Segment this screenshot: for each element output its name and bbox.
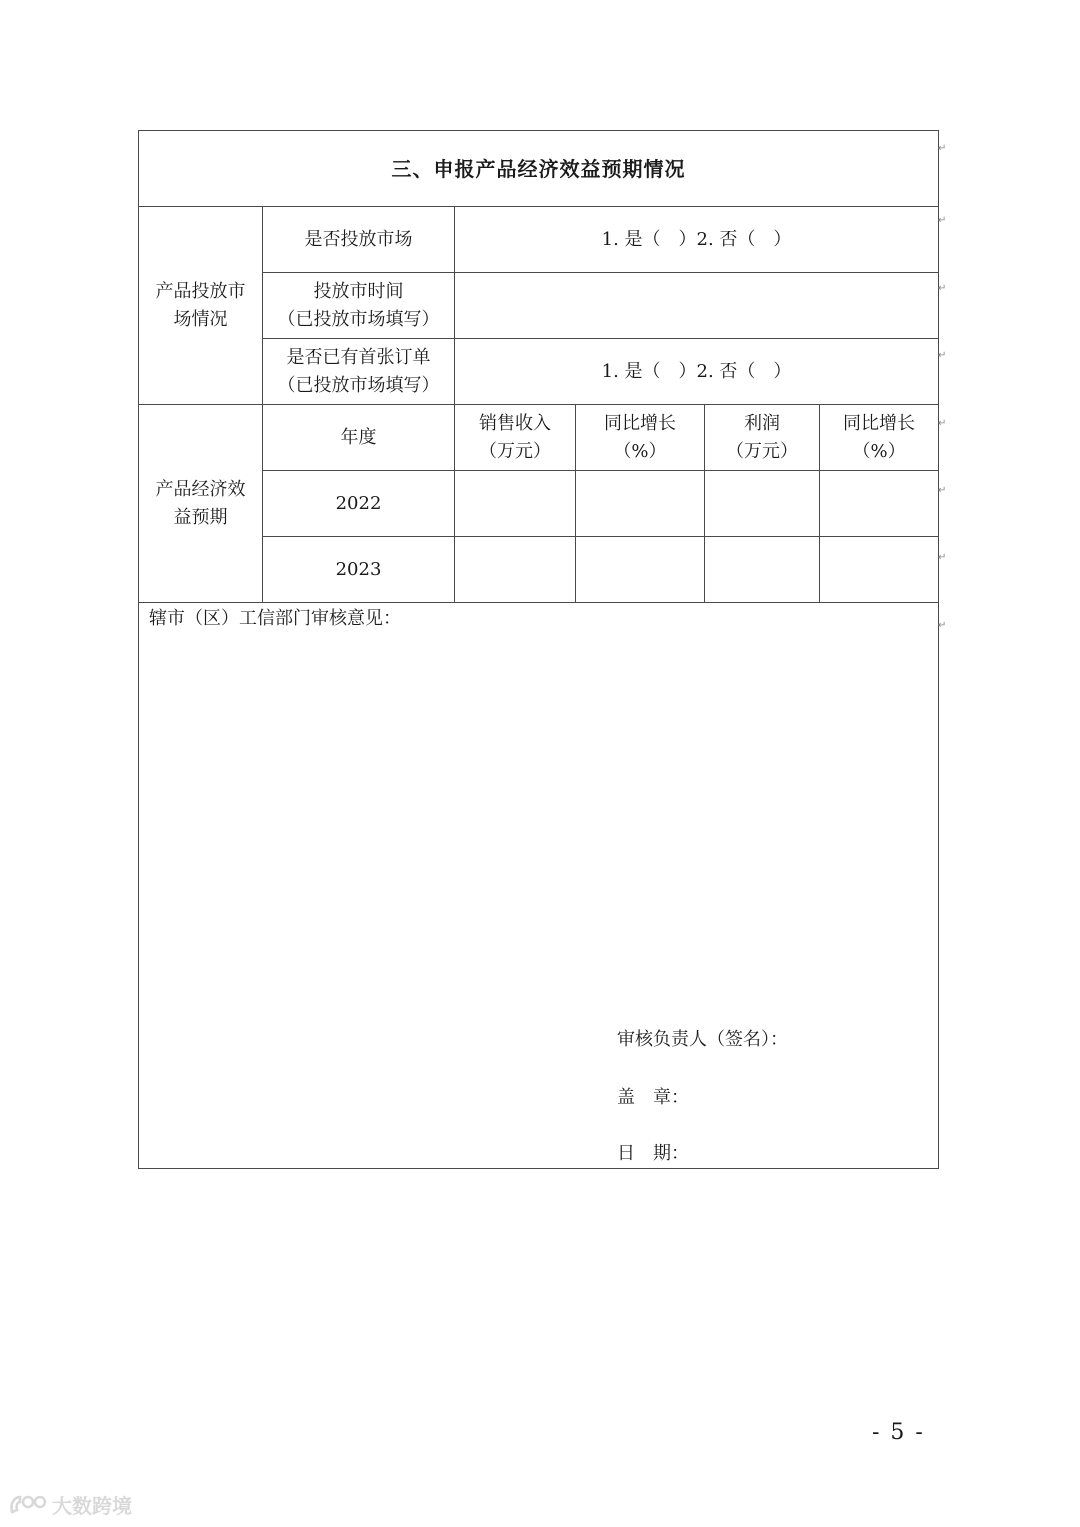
sales-cell[interactable] <box>455 537 576 603</box>
header-sales: 销售收入 （万元） <box>455 405 576 471</box>
launch-time-label: 投放市时间 （已投放市场填写） <box>263 273 455 339</box>
form-title: 三、申报产品经济效益预期情况 <box>139 131 939 207</box>
paragraph-mark-icon: ↵ <box>938 485 947 496</box>
review-opinion-box[interactable] <box>139 603 939 1169</box>
forecast-group-label: 产品经济效 益预期 <box>139 405 263 603</box>
header-sales-growth: 同比增长 （%） <box>576 405 705 471</box>
profit-growth-cell[interactable] <box>820 471 939 537</box>
first-order-label: 是否已有首张订单 （已投放市场填写） <box>263 339 455 405</box>
sales-growth-cell[interactable] <box>576 471 705 537</box>
profit-cell[interactable] <box>705 537 820 603</box>
form-table <box>138 130 939 1169</box>
header-year: 年度 <box>263 405 455 471</box>
first-order-choice[interactable]: 1. 是（ ）2. 否（ ） <box>455 339 939 405</box>
paragraph-mark-icon: ↵ <box>938 350 947 361</box>
review-opinion-label: 辖市（区）工信部门审核意见： <box>149 608 401 629</box>
paragraph-mark-icon: ↵ <box>938 552 947 563</box>
watermark-logo-icon <box>8 1492 48 1518</box>
sales-growth-cell[interactable] <box>576 537 705 603</box>
seal-label: 盖 章： <box>617 1087 689 1108</box>
launch-time-field[interactable] <box>455 273 939 339</box>
profit-cell[interactable] <box>705 471 820 537</box>
date-label: 日 期： <box>617 1143 689 1164</box>
paragraph-mark-icon: ↵ <box>938 215 947 226</box>
paragraph-mark-icon: ↵ <box>938 283 947 294</box>
paragraph-mark-icon: ↵ <box>938 418 947 429</box>
profit-growth-cell[interactable] <box>820 537 939 603</box>
watermark-text: 大数跨境 <box>52 1494 132 1518</box>
page-number: - 5 - <box>872 1420 925 1445</box>
market-launch-choice[interactable]: 1. 是（ ）2. 否（ ） <box>455 207 939 273</box>
paragraph-mark-icon: ↵ <box>938 620 947 631</box>
year-cell: 2022 <box>263 471 455 537</box>
sales-cell[interactable] <box>455 471 576 537</box>
watermark <box>8 1490 132 1519</box>
reviewer-signature-label: 审核负责人（签名）： <box>617 1029 788 1050</box>
header-profit: 利润 （万元） <box>705 405 820 471</box>
header-profit-growth: 同比增长 （%） <box>820 405 939 471</box>
year-cell: 2023 <box>263 537 455 603</box>
paragraph-mark-icon: ↵ <box>938 143 947 154</box>
market-launch-label: 是否投放市场 <box>263 207 455 273</box>
market-group-label: 产品投放市 场情况 <box>139 207 263 405</box>
application-form <box>138 130 938 1179</box>
